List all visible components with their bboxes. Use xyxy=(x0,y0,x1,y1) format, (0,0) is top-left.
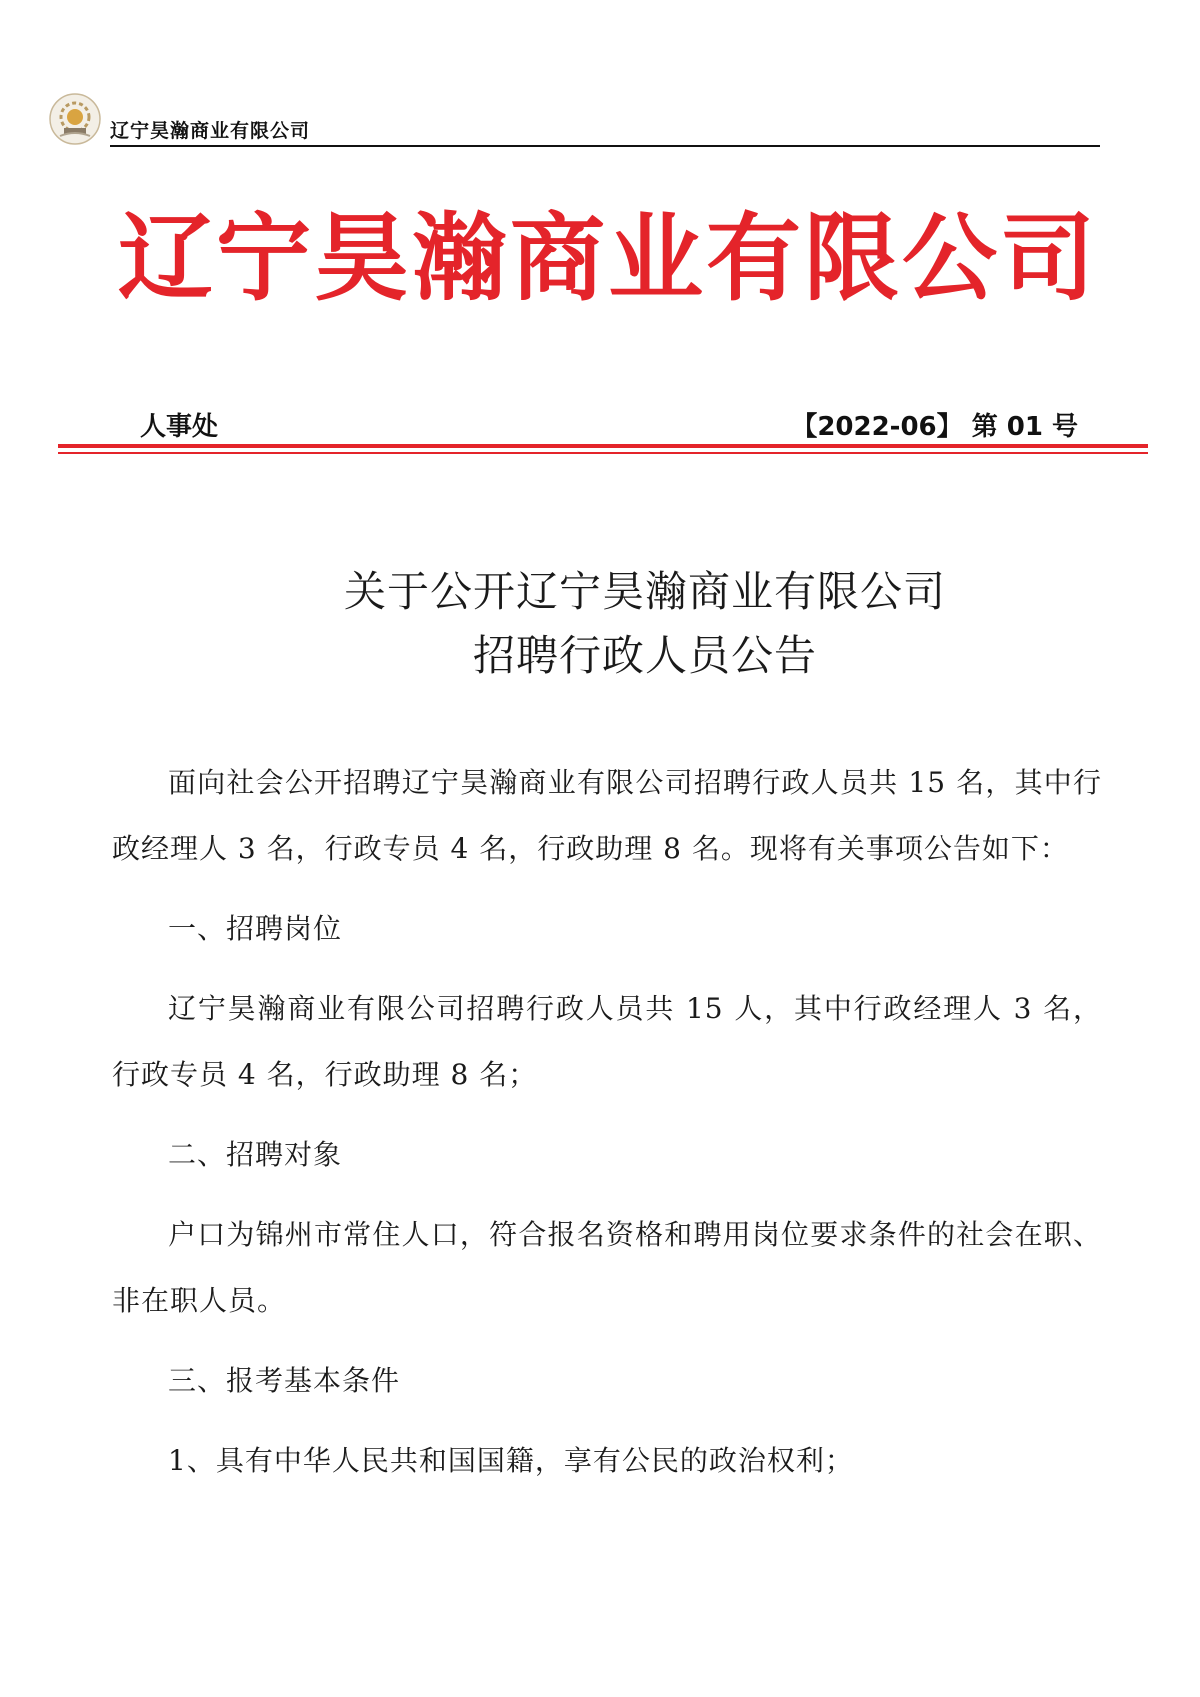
section-heading-positions: 一、招聘岗位 xyxy=(168,912,343,945)
notice-title xyxy=(0,560,1200,688)
red-divider xyxy=(58,444,1148,448)
department-label: 人事处 xyxy=(140,412,219,442)
section-heading-requirements: 三、报考基本条件 xyxy=(168,1364,401,1397)
intro-paragraph: 面向社会公开招聘辽宁昊瀚商业有限公司招聘行政人员共 15 名，其中行政经理人 3 名，行政专员 4 名，行政助理 8 名。现将有关事项公告如下： xyxy=(112,766,1102,865)
requirement-item-1: 1、具有中华人民共和国国籍，享有公民的政治权利； xyxy=(168,1444,854,1477)
company-logo-icon xyxy=(48,92,102,146)
red-masthead-title: 辽宁昊瀚商业有限公司 xyxy=(118,204,1099,314)
company-name-header: 辽宁昊瀚商业有限公司 xyxy=(110,120,311,142)
section-heading-targets: 二、招聘对象 xyxy=(168,1138,343,1171)
notice-title-line-2: 招聘行政人员公告 xyxy=(472,631,817,680)
red-divider-thin xyxy=(58,452,1148,454)
notice-title-line-1: 关于公开辽宁昊瀚商业有限公司 xyxy=(343,567,946,616)
document-number: 【2022-06】 第 01 号 xyxy=(791,412,1078,442)
header-divider xyxy=(110,145,1100,147)
notice-body xyxy=(112,750,1102,1508)
positions-paragraph: 辽宁昊瀚商业有限公司招聘行政人员共 15 人，其中行政经理人 3 名，行政专员 4 名，行政助理 8 名； xyxy=(112,992,1102,1091)
targets-paragraph: 户口为锦州市常住人口，符合报名资格和聘用岗位要求条件的社会在职、非在职人员。 xyxy=(112,1218,1102,1317)
